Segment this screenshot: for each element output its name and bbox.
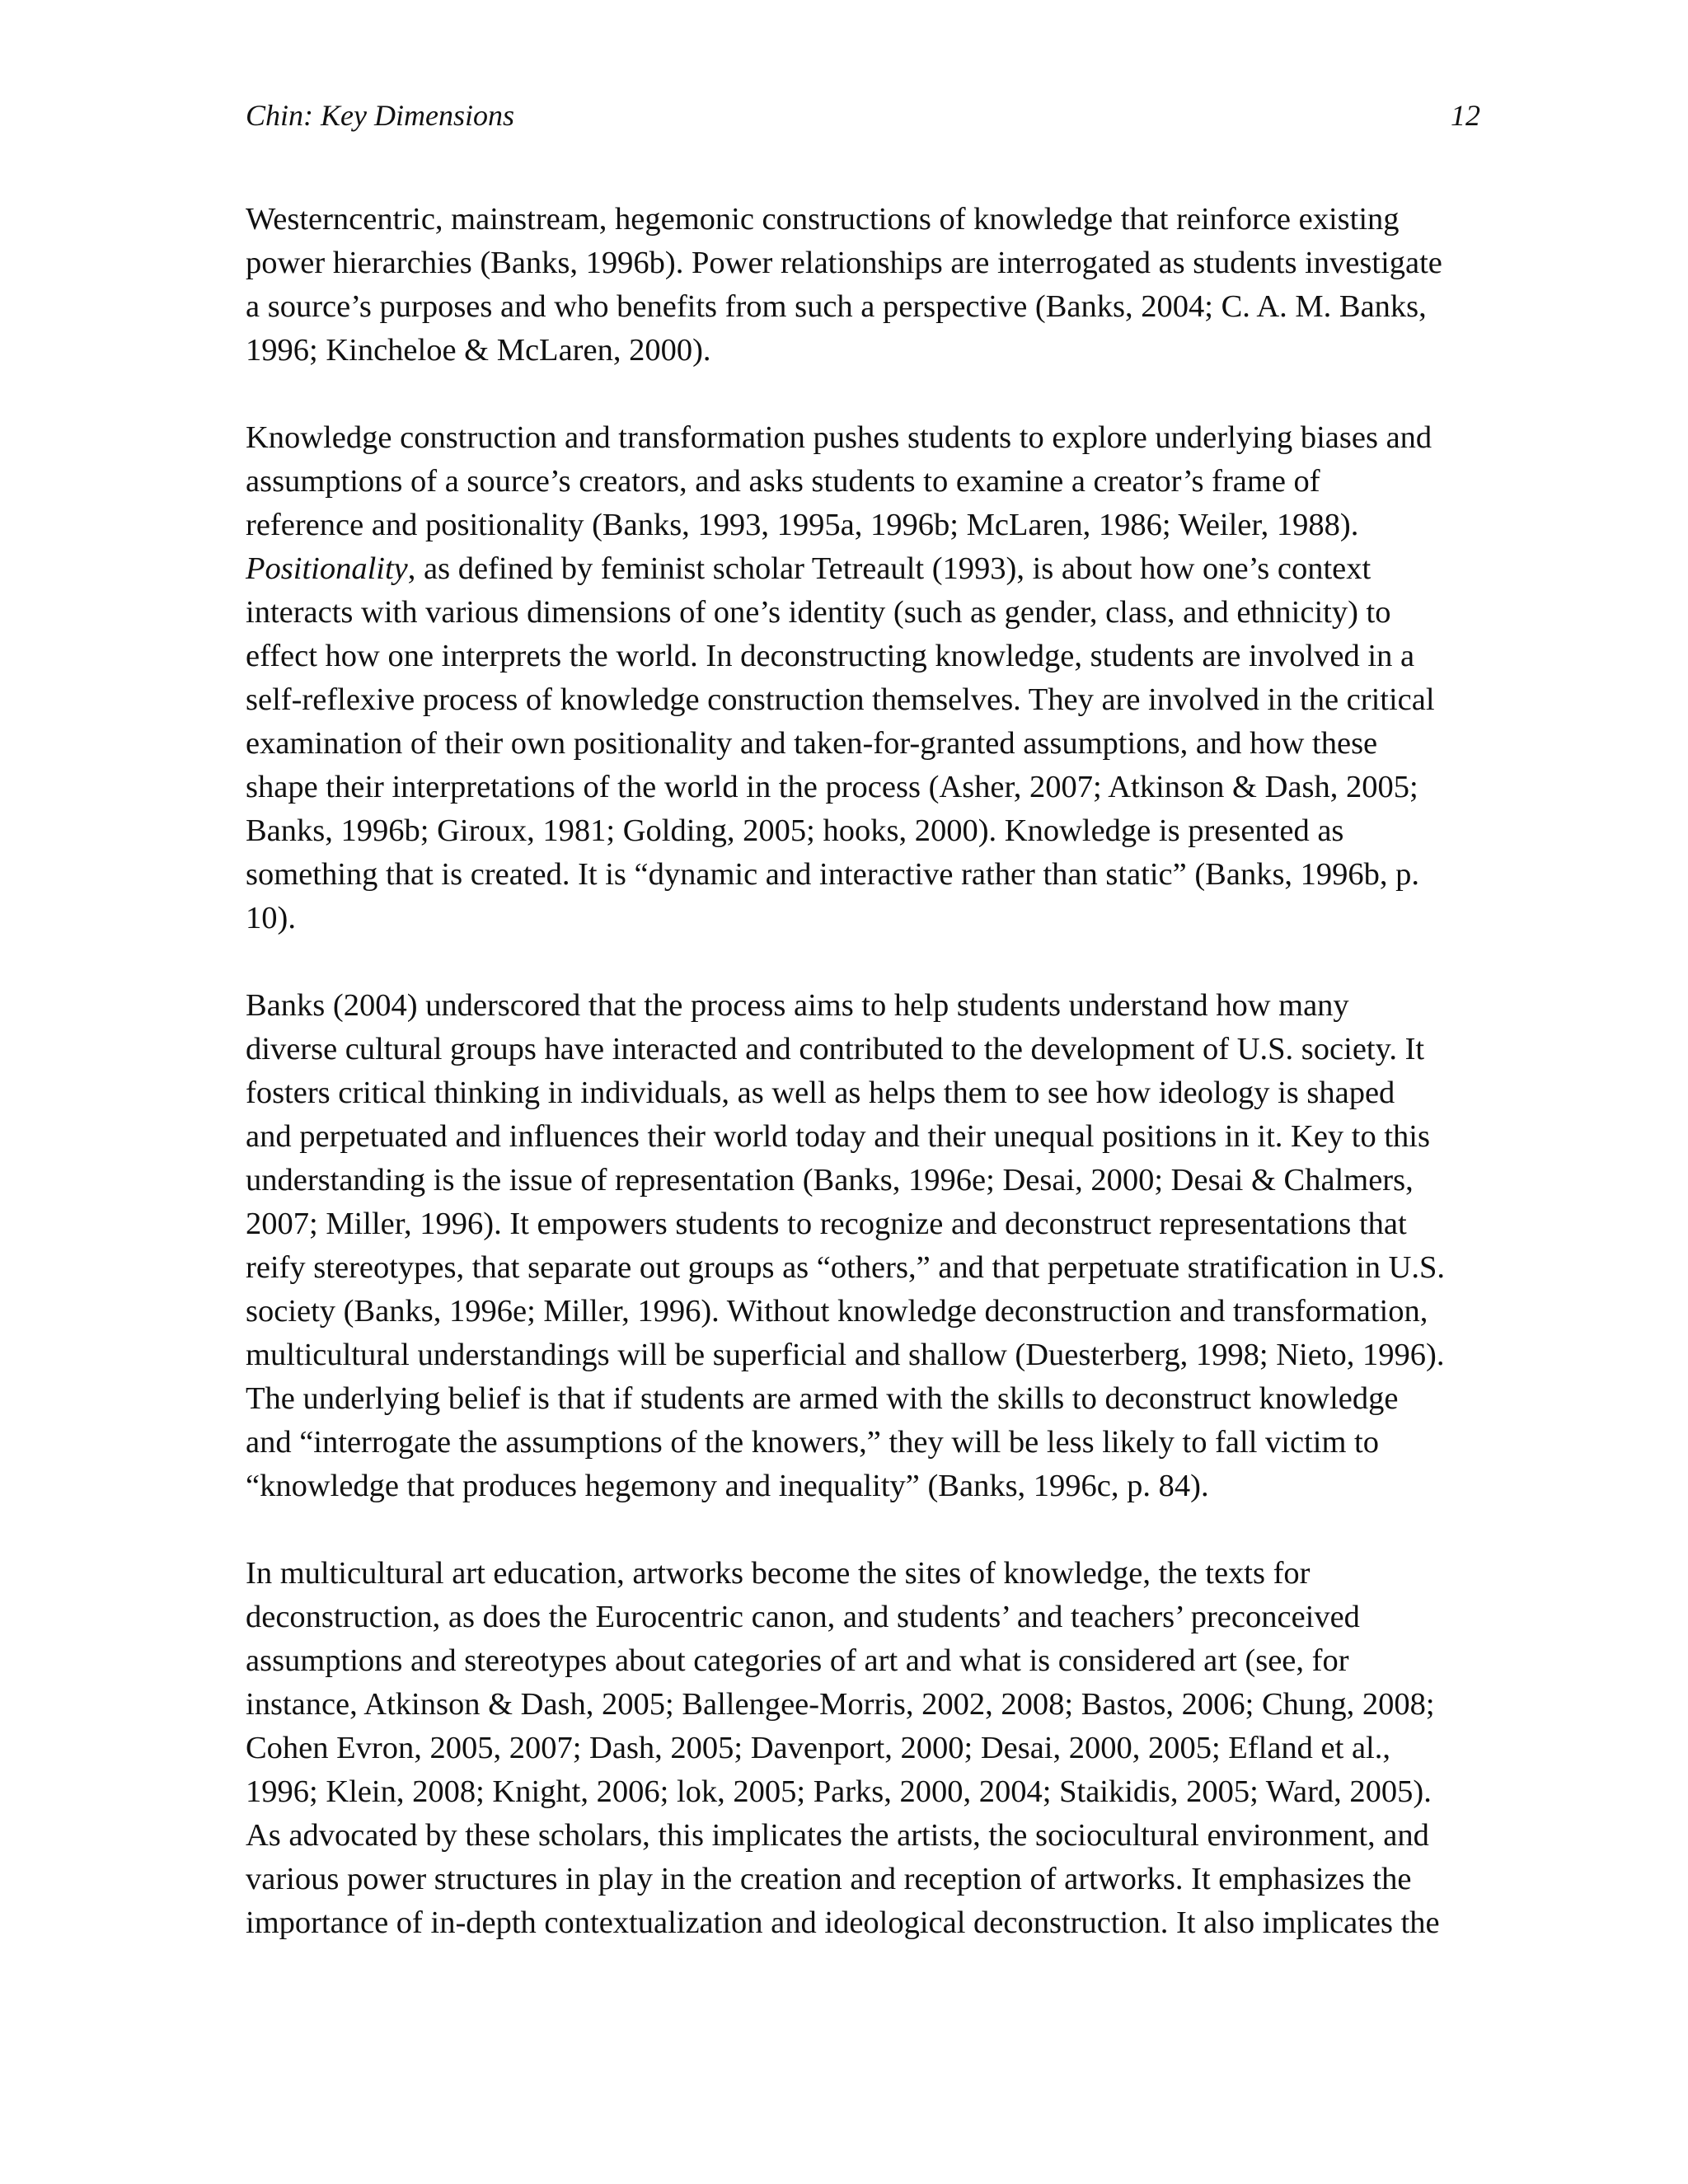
text-line: interacts with various dimensions of one’s identity (such as gender, class, and ethnicity) to (246, 595, 1391, 630)
text-line: “knowledge that produces hegemony and inequality” (Banks, 1996c, p. 84). (246, 1469, 1209, 1503)
paragraph-1 (246, 198, 1482, 373)
text-line: 10). (246, 901, 296, 935)
text-line: understanding is the issue of representation (Banks, 1996e; Desai, 2000; Desai & Chalmers, (246, 1163, 1414, 1197)
paragraph-4 (246, 1552, 1482, 1945)
text-line: self-reflexive process of knowledge construction themselves. They are involved in the critical (246, 682, 1435, 717)
text-line: As advocated by these scholars, this implicates the artists, the sociocultural environment, and (246, 1818, 1429, 1853)
page-number: 12 (1451, 99, 1480, 132)
text-line: Cohen Evron, 2005, 2007; Dash, 2005; Davenport, 2000; Desai, 2000, 2005; Efland et al., (246, 1731, 1390, 1765)
text-line: 1996; Kincheloe & McLaren, 2000). (246, 333, 711, 368)
running-head-title: Chin: Key Dimensions (246, 99, 514, 132)
text-line: 1996; Klein, 2008; Knight, 2006; lok, 2005; Parks, 2000, 2004; Staikidis, 2005; Ward, 2005). (246, 1774, 1432, 1809)
text-line: fosters critical thinking in individuals, as well as helps them to see how ideology is shaped (246, 1076, 1395, 1110)
text-line: assumptions and stereotypes about categories of art and what is considered art (see, for (246, 1643, 1349, 1678)
text-line: diverse cultural groups have interacted and contributed to the development of U.S. society. It (246, 1032, 1425, 1066)
paragraph-3 (246, 984, 1482, 1508)
italic-line-rest: , as defined by feminist scholar Tetreault (1993), is about how one’s context (407, 551, 1372, 586)
paragraph-gap (246, 373, 1482, 416)
text-line: assumptions of a source’s creators, and asks students to examine a creator’s frame of (246, 464, 1320, 499)
running-head (246, 92, 1480, 138)
text-line: Banks, 1996b; Giroux, 1981; Golding, 2005; hooks, 2000). Knowledge is presented as (246, 813, 1344, 848)
text-line: multicultural understandings will be superficial and shallow (Duesterberg, 1998; Nieto, 1996). (246, 1338, 1445, 1372)
paragraph-2 (246, 416, 1482, 940)
text-line: Westerncentric, mainstream, hegemonic constructions of knowledge that reinforce existing (246, 202, 1400, 237)
text-line: shape their interpretations of the world in the process (Asher, 2007; Atkinson & Dash, 2005; (246, 770, 1418, 804)
text-line: The underlying belief is that if students are armed with the skills to deconstruct knowledge (246, 1381, 1399, 1416)
text-line: various power structures in play in the creation and reception of artworks. It emphasizes the (246, 1862, 1412, 1896)
text-line: examination of their own positionality and taken-for-granted assumptions, and how these (246, 726, 1378, 761)
text-line-with-italic-term (246, 547, 1482, 591)
text-line: society (Banks, 1996e; Miller, 1996). Without knowledge deconstruction and transformation, (246, 1294, 1428, 1329)
text-line: power hierarchies (Banks, 1996b). Power relationships are interrogated as students investigate (246, 246, 1442, 280)
text-line: effect how one interprets the world. In deconstructing knowledge, students are involved in a (246, 639, 1415, 673)
text-line: In multicultural art education, artworks become the sites of knowledge, the texts for (246, 1556, 1311, 1591)
text-line: a source’s purposes and who benefits from such a perspective (Banks, 2004; C. A. M. Banks, (246, 289, 1427, 324)
text-line: Knowledge construction and transformation pushes students to explore underlying biases and (246, 420, 1432, 455)
paragraph-gap (246, 1508, 1482, 1552)
text-line: and perpetuated and influences their world today and their unequal positions in it. Key to this (246, 1119, 1430, 1154)
italic-term: Positionality (246, 551, 408, 586)
text-line: reference and positionality (Banks, 1993, 1995a, 1996b; McLaren, 1986; Weiler, 1988). (246, 508, 1359, 542)
text-line: instance, Atkinson & Dash, 2005; Ballengee-Morris, 2002, 2008; Bastos, 2006; Chung, 2008; (246, 1687, 1435, 1722)
text-line: reify stereotypes, that separate out groups as “others,” and that perpetuate stratification in U.S. (246, 1250, 1446, 1285)
paragraph-gap (246, 940, 1482, 984)
text-line: and “interrogate the assumptions of the knowers,” they will be less likely to fall victim to (246, 1425, 1379, 1460)
text-line: 2007; Miller, 1996). It empowers students to recognize and deconstruct representations that (246, 1207, 1407, 1241)
text-line: importance of in-depth contextualization and ideological deconstruction. It also implicates the (246, 1905, 1440, 1940)
text-line: deconstruction, as does the Eurocentric canon, and students’ and teachers’ preconceived (246, 1600, 1360, 1634)
text-line: something that is created. It is “dynamic and interactive rather than static” (Banks, 1996b, p. (246, 857, 1420, 892)
body-text (246, 198, 1482, 1945)
text-line: Banks (2004) underscored that the process aims to help students understand how many (246, 988, 1349, 1023)
